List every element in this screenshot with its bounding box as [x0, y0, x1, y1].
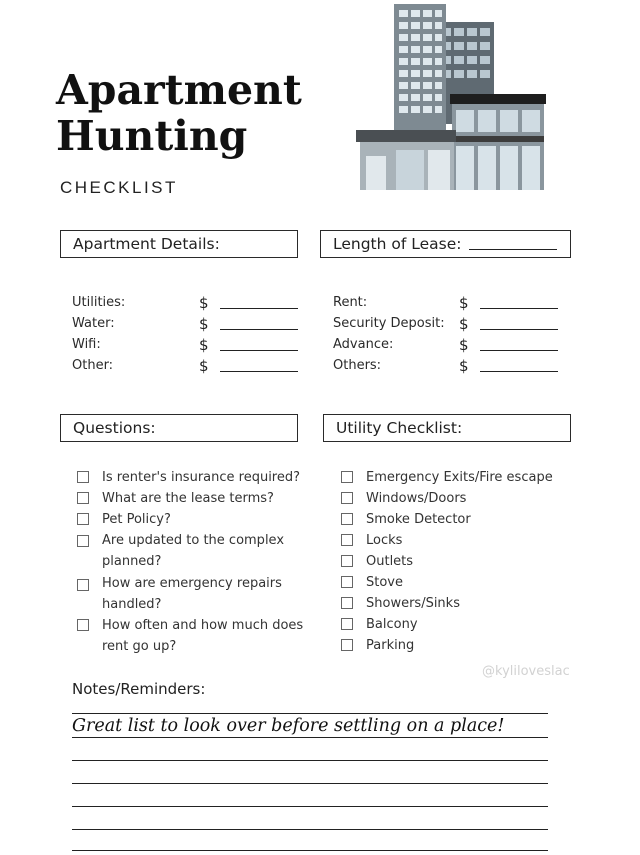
question-checkbox[interactable]	[77, 471, 89, 483]
dollar-sign: $	[199, 294, 209, 312]
utility-checkbox[interactable]	[341, 597, 353, 609]
dollar-sign: $	[199, 336, 209, 354]
rent-amount-field[interactable]	[480, 308, 558, 309]
building-illustration	[356, 4, 548, 190]
notes-line[interactable]	[72, 850, 548, 851]
length-of-lease-box	[320, 230, 571, 258]
apartment-details-box: Apartment Details:	[60, 230, 298, 258]
question-item: Pet Policy?	[102, 512, 171, 527]
notes-line[interactable]	[72, 829, 548, 830]
cost-label-others: Others:	[333, 358, 382, 373]
wifi-amount-field[interactable]	[220, 350, 298, 351]
utility-item: Emergency Exits/Fire escape	[366, 470, 553, 485]
utility-checkbox[interactable]	[341, 534, 353, 546]
utility-checkbox[interactable]	[341, 639, 353, 651]
utility-item: Outlets	[366, 554, 414, 569]
water-amount-field[interactable]	[220, 329, 298, 330]
utility-checkbox[interactable]	[341, 471, 353, 483]
cost-label-rent: Rent:	[333, 295, 368, 310]
watermark: @kyliloveslac	[482, 664, 570, 679]
advance-amount-field[interactable]	[480, 350, 558, 351]
cost-label-security-deposit: Security Deposit:	[333, 316, 445, 331]
notes-line[interactable]	[72, 760, 548, 761]
cost-label-water: Water:	[72, 316, 115, 331]
question-checkbox[interactable]	[77, 492, 89, 504]
question-item: How often and how much does rent go up?	[102, 618, 304, 654]
notes-line[interactable]	[72, 713, 548, 714]
cost-label-advance: Advance:	[333, 337, 394, 352]
question-item: How are emergency repairs handled?	[102, 576, 282, 612]
question-checkbox[interactable]	[77, 579, 89, 591]
notes-label: Notes/Reminders:	[72, 680, 206, 698]
questions-box: Questions:	[60, 414, 298, 442]
utility-item: Smoke Detector	[366, 512, 471, 527]
notes-line[interactable]	[72, 783, 548, 784]
title-line-1: Apartment	[56, 66, 302, 114]
utility-item: Parking	[366, 638, 415, 653]
question-checkbox[interactable]	[77, 535, 89, 547]
utility-checkbox[interactable]	[341, 492, 353, 504]
dollar-sign: $	[459, 357, 469, 375]
utility-item: Windows/Doors	[366, 491, 467, 506]
question-checkbox[interactable]	[77, 513, 89, 525]
dollar-sign: $	[459, 336, 469, 354]
utility-item: Showers/Sinks	[366, 596, 460, 611]
question-item: What are the lease terms?	[102, 491, 274, 506]
others-amount-field[interactable]	[480, 371, 558, 372]
dollar-sign: $	[459, 294, 469, 312]
cost-label-utilities: Utilities:	[72, 295, 126, 310]
length-of-lease-field[interactable]	[469, 249, 557, 250]
other-amount-field[interactable]	[220, 371, 298, 372]
security-deposit-amount-field[interactable]	[480, 329, 558, 330]
question-item: Is renter's insurance required?	[102, 470, 301, 485]
handwritten-note: Great list to look over before settling on a place!	[72, 716, 505, 736]
dollar-sign: $	[459, 315, 469, 333]
utility-checkbox[interactable]	[341, 618, 353, 630]
utility-item: Locks	[366, 533, 403, 548]
cost-label-other: Other:	[72, 358, 114, 373]
utility-checklist-box: Utility Checklist:	[323, 414, 571, 442]
notes-line[interactable]	[72, 737, 548, 738]
cost-label-wifi: Wifi:	[72, 337, 101, 352]
utility-item: Stove	[366, 575, 403, 590]
utilities-amount-field[interactable]	[220, 308, 298, 309]
utility-checkbox[interactable]	[341, 576, 353, 588]
title-line-2: Hunting	[56, 112, 248, 160]
subtitle: CHECKLIST	[60, 178, 178, 197]
question-checkbox[interactable]	[77, 619, 89, 631]
dollar-sign: $	[199, 357, 209, 375]
utility-item: Balcony	[366, 617, 418, 632]
question-item: Are updated to the complex planned?	[102, 533, 285, 569]
dollar-sign: $	[199, 315, 209, 333]
notes-line[interactable]	[72, 806, 548, 807]
utility-checkbox[interactable]	[341, 513, 353, 525]
length-of-lease-label: Length of Lease:	[333, 235, 462, 253]
utility-checkbox[interactable]	[341, 555, 353, 567]
